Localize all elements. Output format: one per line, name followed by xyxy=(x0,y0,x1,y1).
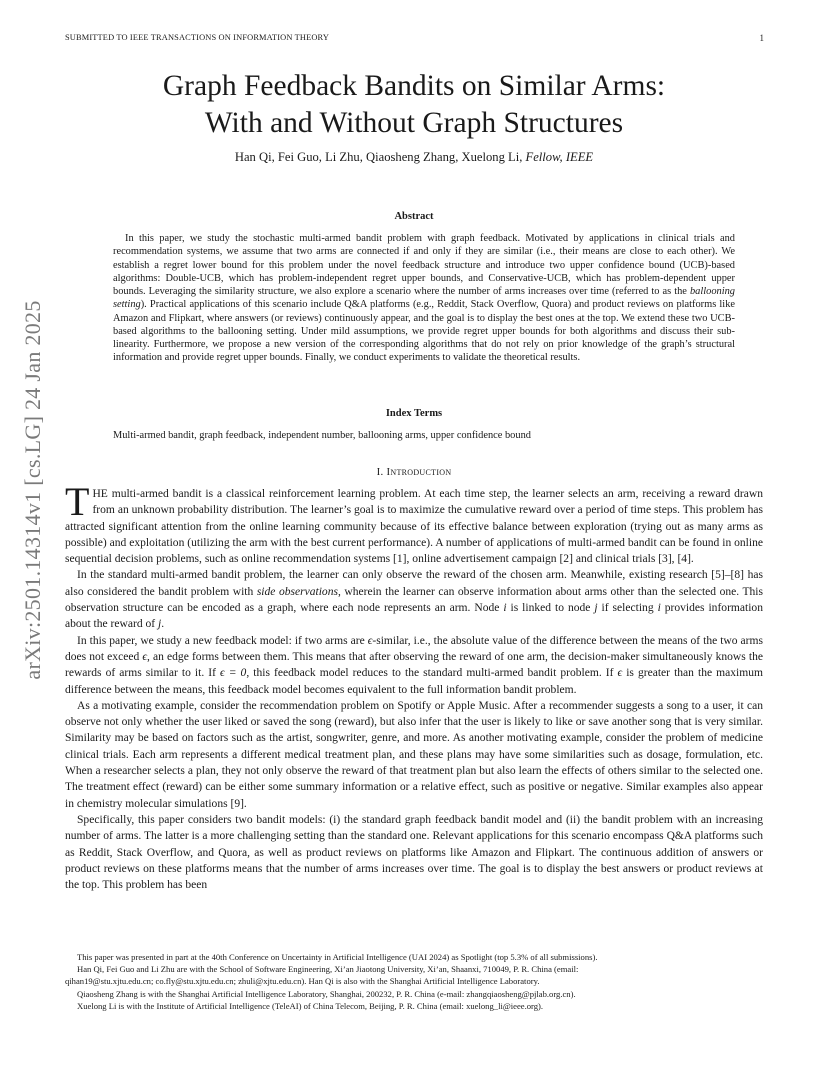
paragraph-1-text: HE multi-armed bandit is a classical reinforcement learning problem. At each time step, the learner selects an arm, receiving a reward drawn from an unknown probability distribution. The learner’s goal is to maximize the cumulative reward over a period of time steps. This problem has attracted significant attention from the online learning community because of its effective balance between exploration (trying out as many arms as possible) and exploitation (utilizing the arm with the best current performance). A number of applications of multi-armed bandit can be found in online sequential decision problems, such as online recommendation systems [1], online advertisement campaign [2] and clinical trials [3], [4]. xyxy=(65,488,763,566)
p2-text-b: , wherein the learner can observe information about arms other than the selected one. This observation structure can be encoded as a graph, where each node represents an arm. Node xyxy=(65,585,763,615)
p3-text-c: , an edge forms between them. This means that after observing the reward of one arm, the decision-maker simultaneously knows the rewards of arms similar to it. If xyxy=(65,650,763,680)
author-names: Han Qi, Fei Guo, Li Zhu, Qiaosheng Zhang, Xuelong Li, xyxy=(234,150,526,164)
section-number: I. xyxy=(376,466,387,478)
p2-math-j-2: j xyxy=(157,618,162,631)
paragraph-5: Specifically, this paper considers two bandit models: (i) the standard graph feedback bandit model and (ii) the bandit problem with an increasing number of arms. The latter is a more challenging setting than the standard one. Relevant applications for this scenario encompass Q&A platforms such as Reddit, Stack Overflow, and Quora, as well as product reviews on platforms like Amazon and Flipkart. The continuous addition of answers or product reviews on these platforms means that the number of arms increases over time. The goal is to display the best answers or product reviews at the top. This problem has been xyxy=(65,813,763,892)
index-terms-heading: Index Terms xyxy=(385,408,443,419)
p3-math-equation: ϵ = 0 xyxy=(220,667,247,680)
title-line-2: With and Without Graph Structures xyxy=(204,107,624,139)
index-terms-text: Multi-armed bandit, graph feedback, independent number, ballooning arms, upper confidence bound xyxy=(113,430,531,441)
p3-math-epsilon-2: ϵ xyxy=(142,650,147,663)
abstract-emphasis: ballooning setting xyxy=(113,286,735,311)
p3-math-epsilon: ϵ xyxy=(367,634,373,647)
arxiv-stamp xyxy=(18,290,48,690)
p2-math-i: i xyxy=(503,602,507,615)
section-heading xyxy=(60,466,768,478)
paragraph-3 xyxy=(65,633,763,698)
abstract-part-2: ). Practical applications of this scenario include Q&A platforms (e.g., Reddit, Stack Overflow, Quora) and product reviews on platforms like Amazon and Flipkart, where answers (or reviews) continuously appear, and the goal is to display the best ones at the top. We extend these two UCB-based algorithms to the ballooning setting. Under mild assumptions, we provide regret upper bounds for both algorithms and discuss their sub-linearity. Furthermore, we propose a new version of the corresponding algorithms that do not rely on prior knowledge of the graph’s structural information and provide regret upper bounds. Finally, we conduct experiments to validate the theoretical results. xyxy=(113,299,735,364)
running-head: SUBMITTED TO IEEE TRANSACTIONS ON INFORMATION THEORY xyxy=(65,33,330,42)
body-text xyxy=(65,479,763,893)
p2-text-a: In the standard multi-armed bandit problem, the learner can only observe the reward of the chosen arm. Meanwhile, existing research [5]–[8] has also considered the bandit problem with xyxy=(65,569,763,598)
paragraph-1 xyxy=(65,479,763,567)
abstract-part-1: In this paper, we study the stochastic multi-armed bandit problem with graph feedback. Motivated by applications in clinical trials and recommendation systems, we assume that two arms are connected if and only if they are similar (i.e., their means are close to each other). We establish a regret lower bound for this problem under the novel feedback structure and introduce two upper confidence bound (UCB)-based algorithms: Double-UCB, which has problem-independent regret upper bounds, and Conservative-UCB, which has problem-dependent upper bounds. Leveraging the similarity structure, we also explore a scenario where the number of arms increases over time (referred to as the xyxy=(113,233,735,297)
paragraph-2 xyxy=(65,567,763,632)
p3-math-epsilon-3: ϵ xyxy=(617,667,623,680)
p2-text-f: . xyxy=(161,618,165,631)
page-number: 1 xyxy=(759,33,764,43)
p2-text-c: is linked to node xyxy=(506,602,595,615)
footnote-1: This paper was presented in part at the 40th Conference on Uncertainty in Artificial Intelligence (UAI 2024) as Spotlight (top 5.3% of all submissions). xyxy=(77,952,598,962)
p2-emphasis: side observations xyxy=(256,585,338,598)
footnote-3: Qiaosheng Zhang is with the Shanghai Artificial Intelligence Laboratory, Shanghai, 200232, P. R. China (e-mail: zhangqiaosheng@pjlab.org.cn). xyxy=(77,988,576,999)
footnote-4: Xuelong Li is with the Institute of Artificial Intelligence (TeleAI) of China Telecom, Beijing, P. R. China (email: xuelong_li@ieee.org). xyxy=(77,1000,544,1011)
title-line-1: Graph Feedback Bandits on Similar Arms: xyxy=(162,70,666,102)
p2-math-j: j xyxy=(594,602,598,615)
drop-cap: T xyxy=(65,479,90,524)
paragraph-4: As a motivating example, consider the recommendation problem on Spotify or Apple Music. After a recommender suggests a song to a user, it can observe not only whether the user liked or saved the song (reward), but also infer that the user is likely to like or save another song that is very similar. Similarity may be based on factors such as the artist, songwriter, genre, and more. As another motivating example, consider the problem of medicine clinical trials. Each arm represents a different medical treatment plan, and these plans may have some similarities such as dosage, formulation, etc. When a researcher selects a plan, they not only observe the reward of that treatment plan but also learn the effects of others similar to the selected one. The treatment effect (reward) can be either some summary information or a relative effect, such as positive or negative. Similar examples also appear in chemistry molecular simulations [9]. xyxy=(65,699,763,810)
p3-text-d: , this feedback model reduces to the standard multi-armed bandit problem. If xyxy=(246,667,618,680)
p3-text-a: In this paper, we study a new feedback model: if two arms are xyxy=(77,634,368,647)
section-title: Introduction xyxy=(386,466,452,478)
p3-text-b: -similar, i.e., the absolute value of the difference between the means of the two arms does not exceed xyxy=(65,634,763,663)
p2-math-i-2: i xyxy=(657,602,661,615)
p3-text-e: is greater than the maximum difference between the means, this feedback model becomes equivalent to the full information bandit problem. xyxy=(65,667,763,696)
p2-text-d: if selecting xyxy=(597,602,658,615)
author-fellow: Fellow, IEEE xyxy=(525,150,594,164)
footnotes xyxy=(65,951,763,1012)
arxiv-stamp-text: arXiv:2501.14314v1 [cs.LG] 24 Jan 2025 xyxy=(20,300,45,680)
p2-text-e: provides information about the reward of xyxy=(65,602,763,631)
abstract-heading: Abstract xyxy=(394,211,434,222)
footnote-2-cont: qihan19@stu.xjtu.edu.cn; co.fly@stu.xjtu.edu.cn; zhuli@xjtu.edu.cn). Han Qi is also with the Shanghai Artificial Intelligence Laboratory. xyxy=(65,976,540,987)
abstract-text xyxy=(113,232,735,365)
author-list xyxy=(60,150,768,165)
paper-title xyxy=(60,68,768,142)
footnote-2: Han Qi, Fei Guo and Li Zhu are with the School of Software Engineering, Xi’an Jiaotong University, Xi’an, Shaanxi, 710049, P. R. China (email: xyxy=(77,964,579,975)
